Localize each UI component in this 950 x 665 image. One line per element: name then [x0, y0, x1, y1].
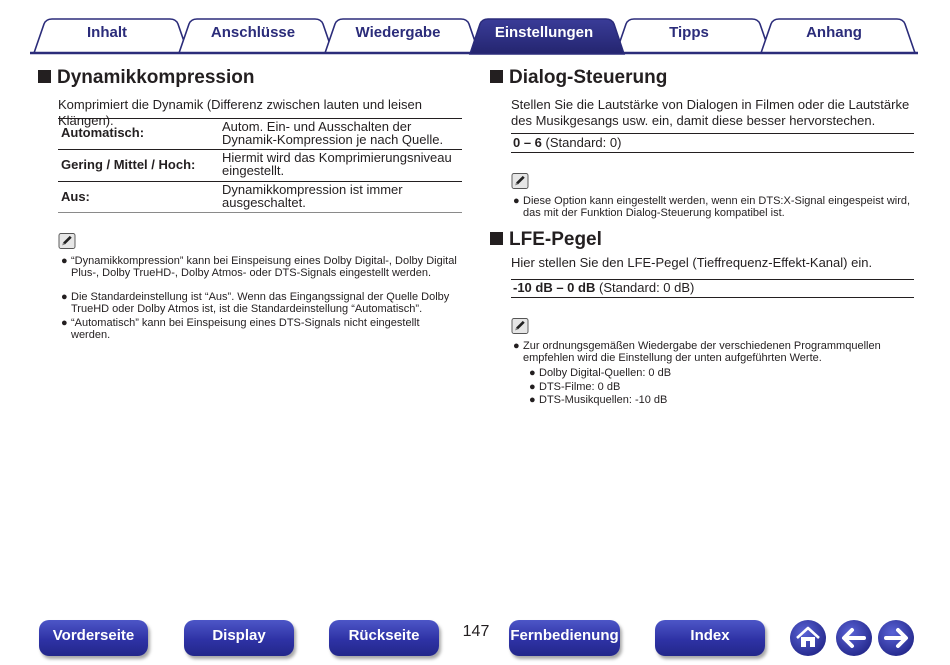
dialog-steuerung-intro: Stellen Sie die Lautstärke von Dialogen in Filmen oder die Lautstärke des Musikgesangs usw. ein, damit diese besser hervorstechen.	[511, 97, 910, 128]
fernbedienung-button[interactable]	[509, 620, 620, 656]
dialog-default-value: (Standard: 0)	[545, 135, 622, 150]
vorderseite-button[interactable]	[39, 620, 148, 656]
table-rule	[511, 297, 914, 298]
tab-inhalt[interactable]: Inhalt	[87, 24, 127, 41]
button-label: Rückseite	[348, 627, 420, 644]
section-title-dynamikkompression	[38, 67, 254, 89]
tab-anhang[interactable]: Anhang	[806, 24, 862, 41]
section-title-text: Dialog-Steuerung	[509, 67, 668, 88]
note-text: Die Standardeinstellung ist “Aus”. Wenn das Eingangssignal der Quelle Dolby TrueHD oder Dolby Atmos ist, ist die Standardeinstellung “Automatisch”.	[71, 291, 450, 315]
sub-note-item	[529, 394, 829, 406]
dynamikkompression-intro: Komprimiert die Dynamik (Differenz zwischen lauten und leisen Klängen).	[58, 97, 422, 128]
table-rule	[511, 133, 914, 134]
table-rule	[511, 152, 914, 153]
bullet-icon: ●	[513, 340, 520, 352]
page-number: 147	[462, 623, 490, 640]
note-text: Diese Option kann eingestellt werden, wenn ein DTS:X-Signal eingespeist wird, das mit der Funktion Dialog-Steuerung kompatibel ist.	[523, 195, 911, 219]
note-item	[61, 317, 461, 341]
note-item	[61, 291, 461, 315]
table-rule	[58, 212, 462, 213]
dialog-range-value: 0 – 6	[513, 135, 542, 150]
button-label: Vorderseite	[52, 627, 135, 644]
note-item	[61, 255, 461, 279]
tab-tipps[interactable]: Tipps	[669, 24, 709, 41]
note-text: Zur ordnungsgemäßen Wiedergabe der verschiedenen Programmquellen empfehlen wird die Einstellung der unten aufgeführten Werte.	[523, 340, 881, 364]
index-button[interactable]	[655, 620, 765, 656]
row-label-gering-mittel-hoch: Gering / Mittel / Hoch:	[61, 157, 196, 172]
note-item	[513, 340, 913, 364]
section-title-text: Dynamikkompression	[57, 67, 255, 88]
row-desc-gering-2: eingestellt.	[222, 163, 285, 178]
bullet-icon: ●	[61, 317, 68, 329]
button-label: Index	[690, 627, 730, 644]
note-text: “Automatisch” kann bei Einspeisung eines DTS-Signals nicht eingestellt werden.	[71, 317, 420, 341]
bullet-icon: ●	[529, 381, 536, 393]
row-desc-gering-1: Hiermit wird das Komprimierungsniveau	[222, 150, 452, 165]
display-button[interactable]	[184, 620, 294, 656]
button-label: Display	[212, 627, 266, 644]
tab-anschluesse[interactable]: Anschlüsse	[210, 24, 296, 41]
row-label-aus: Aus:	[61, 189, 90, 204]
row-desc-aus-1: Dynamikkompression ist immer	[222, 182, 403, 197]
lfe-range-row	[513, 280, 694, 296]
tab-einstellungen[interactable]: Einstellungen	[494, 24, 594, 41]
pencil-note-icon	[511, 318, 529, 334]
pencil-note-icon	[58, 233, 76, 249]
sub-note-item	[529, 381, 829, 393]
lfe-default-value: (Standard: 0 dB)	[598, 280, 695, 295]
note-text: “Dynamikkompression” kann bei Einspeisung eines Dolby Digital-, Dolby Digital Plus-, Dolby TrueHD-, Dolby Atmos- oder DTS-Signals eingestellt werden.	[71, 255, 457, 279]
row-desc-automatisch-2: Dynamik-Kompression je nach Quelle.	[222, 132, 444, 147]
square-bullet-icon	[490, 232, 503, 245]
home-icon[interactable]	[789, 619, 827, 657]
note-item	[513, 195, 913, 219]
sub-note-text: Dolby Digital-Quellen: 0 dB	[539, 367, 672, 379]
bullet-icon: ●	[513, 195, 520, 207]
sub-note-text: DTS-Musikquellen: -10 dB	[539, 394, 668, 406]
bullet-icon: ●	[61, 291, 68, 303]
bullet-icon: ●	[529, 367, 536, 379]
row-desc-aus-2: ausgeschaltet.	[222, 195, 306, 210]
row-label-automatisch: Automatisch:	[61, 125, 145, 140]
arrow-left-icon[interactable]	[835, 619, 873, 657]
section-title-dialog-steuerung	[490, 67, 667, 89]
tab-bar	[0, 0, 950, 56]
rueckseite-button[interactable]	[329, 620, 439, 656]
square-bullet-icon	[38, 70, 51, 83]
section-title-text: LFE-Pegel	[509, 229, 602, 250]
bullet-icon: ●	[61, 255, 68, 267]
row-desc-automatisch-1: Autom. Ein- und Ausschalten der	[222, 119, 412, 134]
sub-note-item	[529, 367, 829, 379]
lfe-pegel-intro: Hier stellen Sie den LFE-Pegel (Tieffrequenz-Effekt-Kanal) ein.	[511, 255, 873, 270]
arrow-right-icon[interactable]	[877, 619, 915, 657]
tab-wiedergabe[interactable]: Wiedergabe	[355, 24, 441, 41]
square-bullet-icon	[490, 70, 503, 83]
bullet-icon: ●	[529, 394, 536, 406]
pencil-note-icon	[511, 173, 529, 189]
lfe-range-value: -10 dB – 0 dB	[513, 280, 596, 295]
button-label: Fernbedienung	[510, 627, 619, 644]
section-title-lfe-pegel	[490, 229, 602, 251]
sub-note-text: DTS-Filme: 0 dB	[539, 381, 621, 393]
dialog-range-row	[513, 135, 621, 151]
